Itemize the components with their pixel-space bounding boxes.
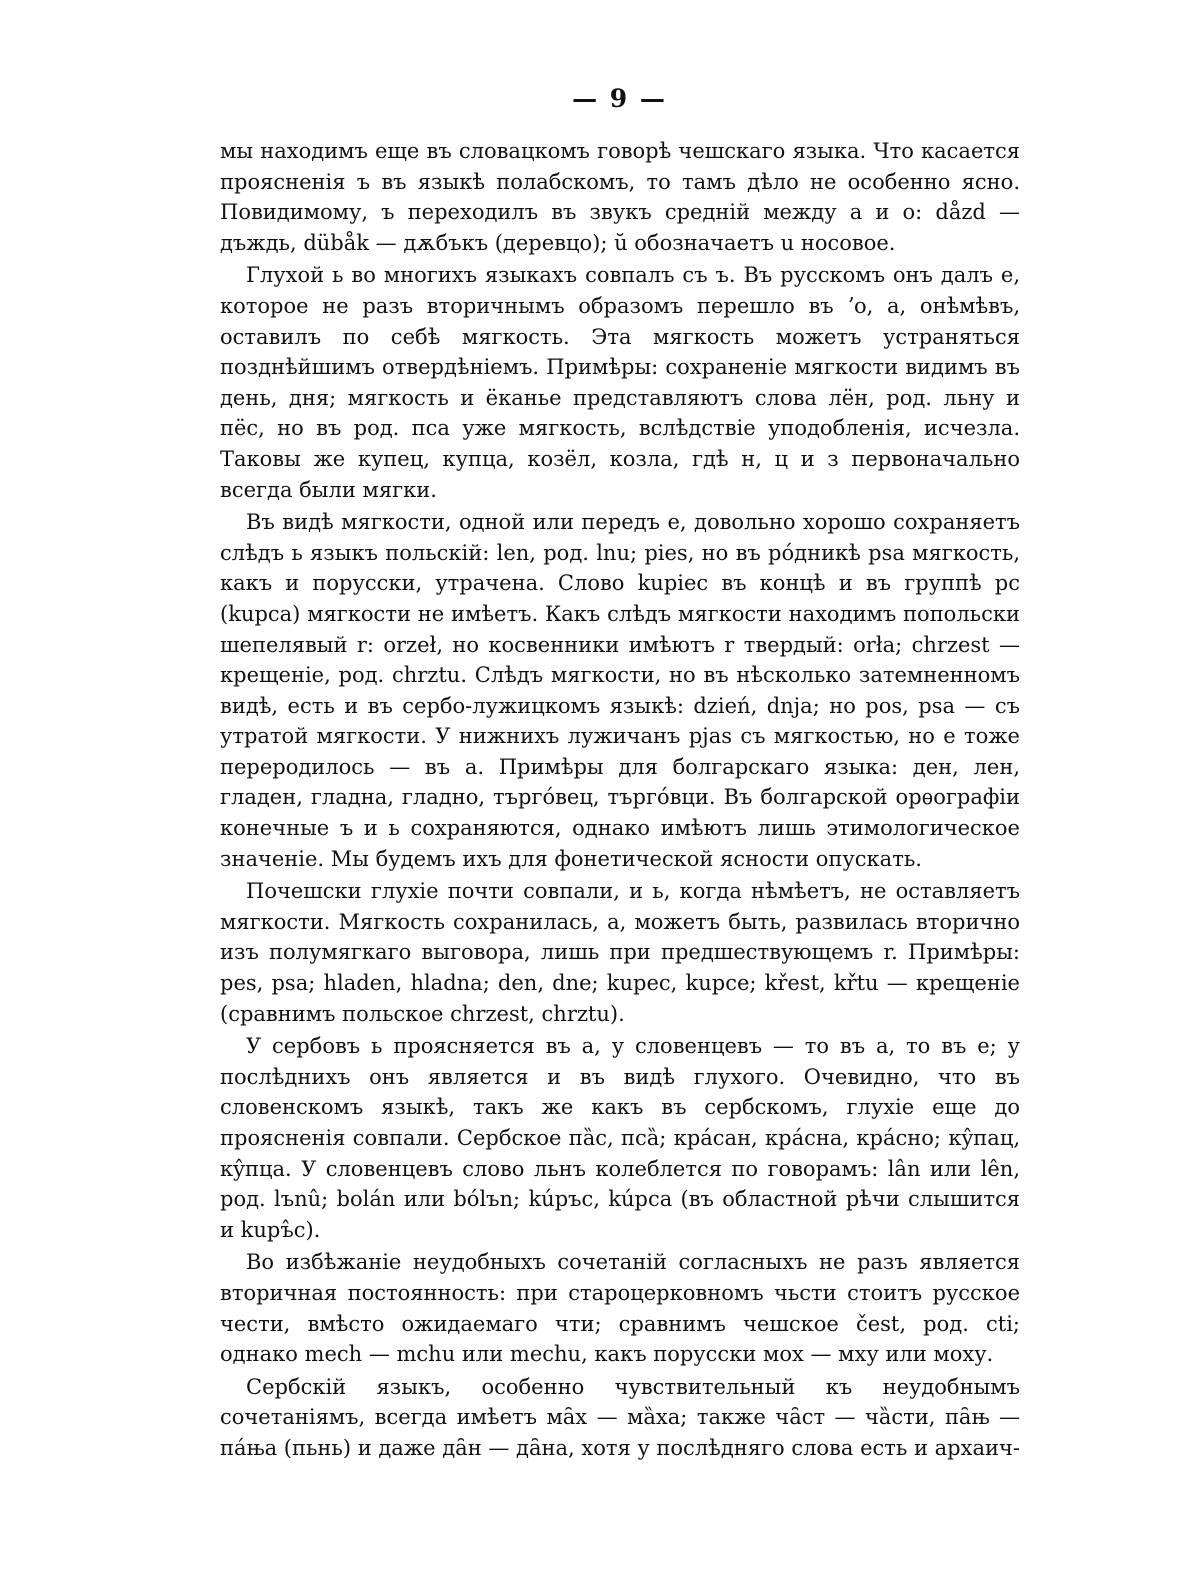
paragraph: Въ видѣ мягкости, одной или передъ е, довольно хорошо сохраняетъ слѣдъ ь языкъ польскій: len, род. lnu; pies, но въ рóдникѣ psa мягкость, какъ и порусски, утрачена. Слово kupiec въ концѣ и въ группѣ pc (kupca) мягкости не имѣетъ. Какъ слѣдъ мягкости находимъ попольски шепелявый r: orzeł, но косвенники имѣютъ r твердый: orła; chrzest — крещеніе, род. chrztu. Слѣдъ мягкости, но въ нѣсколько затемненномъ видѣ, есть и въ сербо-лужицкомъ языкѣ: dzień, dnja; но pos, psa — съ утратой мягкости. У нижнихъ лужичанъ pjas съ мягкостью, но е тоже переродилось — въ а. Примѣры для болгарскаго языка: ден, лен, гладен, гладна, гладно, търгóвец, търгóвци. Въ болгарской орѳографіи конечные ъ и ь сохраняются, однако имѣютъ лишь этимологическое значеніе. Мы будемъ ихъ для фонетической ясности опускать.	[220, 510, 1020, 871]
paragraph: мы находимъ еще въ словацкомъ говорѣ чешскаго языка. Что касается проясненія ъ въ языкѣ полабскомъ, то тамъ дѣло не особенно ясно. Повидимому, ъ переходилъ въ звукъ средній между а и о: dåzd — дъждь, dübåk — дѫбъкъ (деревцо); ŭ обозначаетъ u носовое.	[220, 139, 1020, 255]
body-text	[220, 136, 1020, 1464]
paragraph: Глухой ь во многихъ языкахъ совпалъ съ ъ. Въ русскомъ онъ далъ е, которое не разъ вторичнымъ образомъ перешло въ ʼо, а, онѣмѣвъ, оставилъ по себѣ мягкость. Эта мягкость можетъ устраняться позднѣйшимъ отвердѣніемъ. Примѣры: сохраненіе мягкости видимъ въ день, дня; мягкость и ёканье представляютъ слова лён, род. льну и пёс, но въ род. пса уже мягкость, вслѣдствіе уподобленія, исчезла. Таковы же купец, купца, козёл, козла, гдѣ н, ц и з первоначально всегда были мягки.	[220, 263, 1020, 502]
paragraph: Почешски глухіе почти совпали, и ь, когда нѣмѣетъ, не оставляетъ мягкости. Мягкость сохранилась, а, можетъ быть, развилась вторично изъ полумягкаго выговора, лишь при предшествующемъ r. Примѣры: pes, psa; hladen, hladna; den, dne; kupec, kupce; křest, křtu — крещеніе (сравнимъ польское chrzest, chrztu).	[220, 879, 1020, 1026]
paragraph: Во избѣжаніе неудобныхъ сочетаній согласныхъ не разъ является вторичная постоянность: при староцерковномъ чьсти стоитъ русское чести, вмѣсто ожидаемаго чти; сравнимъ чешское čest, род. cti; однако mech — mchu или mechu, какъ порусски мох — мху или моху.	[220, 1250, 1020, 1367]
page-number: — 9 —	[572, 84, 667, 113]
paragraph: Сербскій языкъ, особенно чувствительный къ неудобнымъ сочетаніямъ, всегда имѣетъ мȃх — мȁха; также чȃст — чȁсти, пȃњ — пáња (пьнь) и даже дȃн — дȃна, хотя у послѣдняго слова есть и архаич-	[220, 1374, 1020, 1460]
paragraph: У сербовъ ь проясняется въ а, у словенцевъ — то въ а, то въ е; у послѣднихъ онъ является и въ видѣ глухого. Очевидно, что въ словенскомъ языкѣ, такъ же какъ въ сербскомъ, глухіе еще до проясненія совпали. Сербское пȁс, псȁ; крáсан, крáсна, крáсно; кŷпац, кŷпца. У словенцевъ слово льнъ колеблется по говорамъ: lân или lên, род. lъnû; bolán или bólъn; kúpъc, kúpca (въ областной рѣчи слышится и kupъ̂c).	[220, 1034, 1020, 1242]
